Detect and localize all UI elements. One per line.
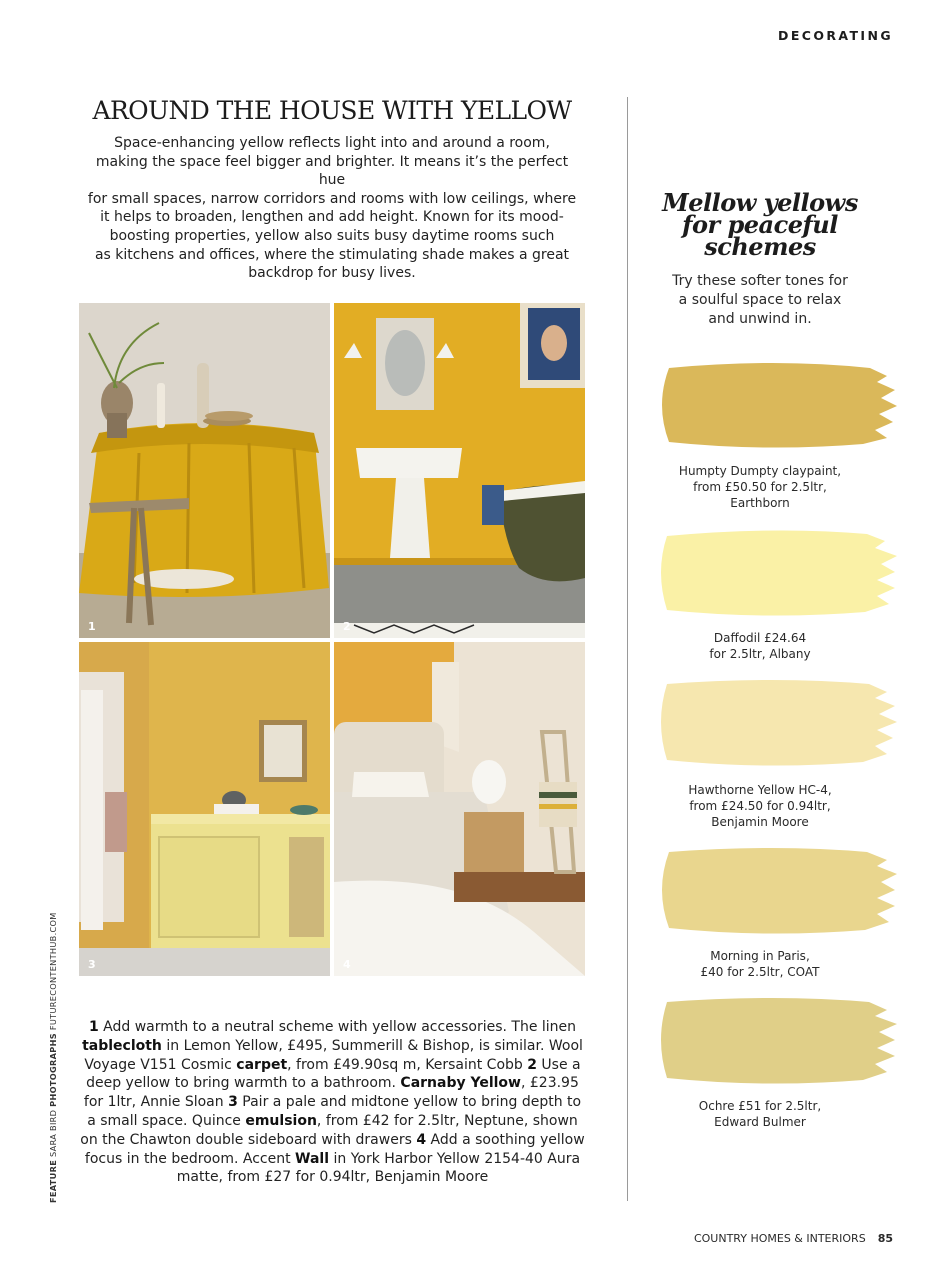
paint-swatch: [655, 676, 900, 768]
photo-number: 4: [343, 958, 351, 971]
caption-number: 2: [527, 1056, 537, 1073]
sidebar-intro-line: Try these softer tones for: [672, 273, 848, 289]
photo-number: 1: [88, 620, 96, 633]
caption-text: Pair a pale and midtone yellow to bring depth to a small space. Quince: [87, 1094, 582, 1129]
swatch-caption: [655, 463, 865, 511]
swatch-caption: [655, 630, 865, 662]
caption-number: 1: [88, 1019, 99, 1035]
intro-line: it helps to broaden, lengthen and add height. Known for its mood-: [100, 209, 564, 226]
swatch-caption: [655, 948, 865, 980]
caption-text: , from £42 for 2.5ltr, Neptune, shown on the Chawton double sideboard with drawers: [80, 1112, 578, 1148]
intro-line: for small spaces, narrow corridors and rooms with low ceilings, where: [87, 190, 577, 207]
caption-text: , £23.95 for 1ltr, Annie Sloan: [83, 1075, 579, 1111]
caption-highlight: tablecloth: [82, 1037, 162, 1054]
swatch-caption-line: Benjamin Moore: [711, 815, 809, 829]
sidebar-title-line: schemes: [704, 232, 816, 261]
swatch-brushstroke: [662, 363, 897, 448]
caption-highlight: Carnaby Yellow: [400, 1075, 521, 1092]
swatch-caption-line: Morning in Paris,: [710, 949, 810, 963]
paint-swatch: [655, 360, 900, 450]
credit-source: FUTURECONTENTHUB.COM: [48, 912, 58, 1034]
swatch-brushstroke: [661, 998, 897, 1084]
swatch-caption: [655, 782, 865, 830]
caption-text: Add a soothing yellow focus in the bedroom. Accent: [84, 1131, 585, 1167]
article-intro: [82, 134, 582, 283]
swatch-caption-line: Humpty Dumpty claypaint,: [678, 464, 842, 478]
sidebar-title-line: Mellow yellows: [662, 188, 858, 217]
swatch-caption-line: Ochre £51 for 2.5ltr,: [698, 1099, 822, 1113]
intro-line: making the space feel bigger and brighter. It means it’s the perfect hue: [95, 153, 569, 189]
caption-text: Use a deep yellow to bring warmth to a bathroom.: [86, 1056, 581, 1092]
photo-credit: [48, 912, 58, 1203]
magazine-name: COUNTRY HOMES & INTERIORS: [693, 1232, 866, 1245]
intro-line: as kitchens and offices, where the stimulating shade makes a great: [94, 246, 570, 263]
caption-text: in York Harbor Yellow 2154-40 Aura matte, from £27 for 0.94ltr, Benjamin Moore: [176, 1150, 581, 1186]
sidebar-title: [660, 188, 860, 261]
article-title: AROUND THE HOUSE WITH YELLOW: [92, 96, 572, 125]
paint-swatch: [655, 994, 900, 1086]
caption-number: 4: [416, 1131, 427, 1148]
photo-bathroom: [334, 303, 585, 638]
swatch-caption-line: from £24.50 for 0.94ltr,: [689, 799, 831, 813]
photo-bedroom: [334, 642, 585, 976]
caption-text: Add warmth to a neutral scheme with yellow accessories. The linen: [98, 1019, 577, 1035]
paint-swatch: [655, 526, 900, 618]
caption-text: , from £49.90sq m, Kersaint Cobb: [287, 1056, 528, 1073]
sidebar-intro: [660, 272, 860, 329]
column-divider: [627, 97, 628, 1201]
intro-line: backdrop for busy lives.: [248, 265, 416, 282]
photo-dining-table: [79, 303, 330, 638]
caption-text: in Lemon Yellow, £495, Summerill & Bishop, is similar. Wool Voyage V151 Cosmic: [84, 1037, 583, 1073]
paint-swatch: [655, 844, 900, 936]
photo-captions: [80, 1018, 585, 1187]
swatch-caption-line: from £50.50 for 2.5ltr,: [693, 480, 827, 494]
photo-sideboard-room: [79, 642, 330, 976]
credit-name: SARA BIRD: [48, 1106, 58, 1160]
page-footer: [694, 1232, 893, 1245]
swatch-brushstroke: [661, 530, 897, 615]
swatch-caption-line: Edward Bulmer: [714, 1115, 806, 1129]
swatch-brushstroke: [662, 848, 897, 934]
credit-label: PHOTOGRAPHS: [48, 1033, 58, 1107]
intro-line: boosting properties, yellow also suits busy daytime rooms such: [109, 227, 555, 244]
section-label: DECORATING: [778, 28, 893, 43]
photo-number: 2: [343, 620, 351, 633]
caption-highlight: carpet: [236, 1056, 288, 1073]
credit-label: FEATURE: [48, 1159, 58, 1203]
swatch-caption: [655, 1098, 865, 1130]
intro-line: Space-enhancing yellow reflects light into and around a room,: [114, 135, 550, 151]
sidebar-intro-line: a soulful space to relax: [678, 292, 842, 308]
swatch-caption-line: £40 for 2.5ltr, COAT: [700, 965, 820, 979]
swatch-brushstroke: [661, 680, 897, 766]
swatch-caption-line: for 2.5ltr, Albany: [709, 647, 811, 661]
caption-highlight: emulsion: [245, 1112, 317, 1129]
sidebar-intro-line: and unwind in.: [708, 311, 812, 327]
swatch-caption-line: Earthborn: [730, 496, 790, 510]
swatch-caption-line: Daffodil £24.64: [713, 631, 807, 645]
caption-number: 3: [228, 1094, 238, 1111]
sidebar-title-line: for peaceful: [682, 210, 838, 239]
photo-number: 3: [88, 958, 96, 971]
swatch-caption-line: Hawthorne Yellow HC-4,: [688, 783, 832, 797]
page-number: 85: [877, 1232, 893, 1245]
caption-highlight: Wall: [295, 1150, 330, 1167]
